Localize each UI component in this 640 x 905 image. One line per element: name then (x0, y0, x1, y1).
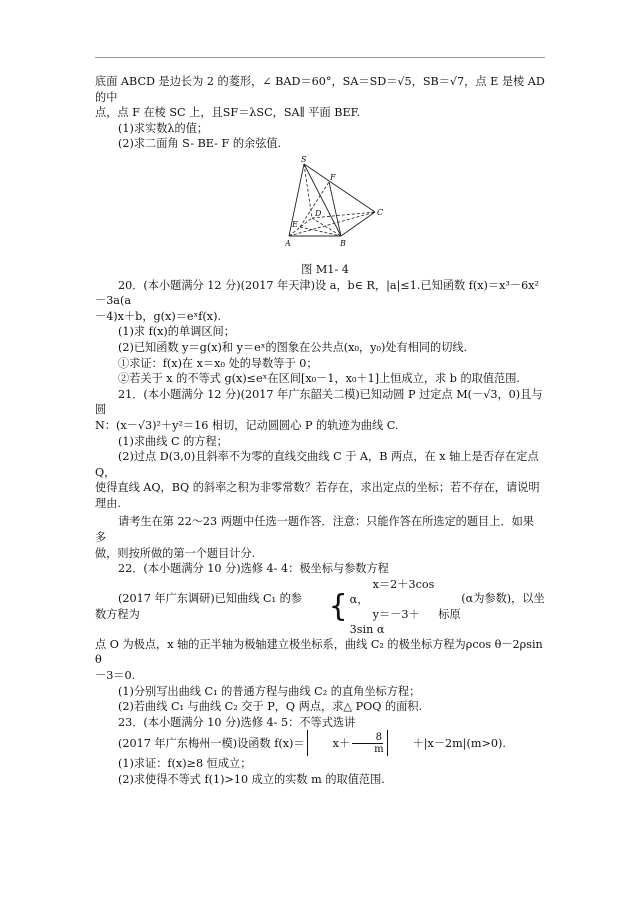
problem22-line2: 点 O 为极点，x 轴的正半轴为极轴建立极坐标系，曲线 C₂ 的极坐标方程为ρcos θ－2ρsin θ (95, 637, 543, 667)
problem22-tail: (α为参数)，以坐标原 (438, 592, 545, 621)
problem23-lead: (2017 年广东梅州一模)设函数 f(x)＝ (118, 736, 305, 750)
problem23-function-line (95, 730, 545, 756)
problem22-question1: (1)分别写出曲线 C₁ 的普通方程与曲线 C₂ 的直角坐标方程； (118, 684, 421, 698)
problem21-line1: 21．(本小题满分 12 分)(2017 年广东韶关二模)已知动圆 P 过定点 M(－√3，0)且与圆 (95, 387, 543, 417)
problem19-intro-line1: 底面 ABCD 是边长为 2 的菱形，∠ BAD＝60°，SA＝SD＝√5，SB＝√7，点 E 是棱 AD 的中 (95, 75, 545, 104)
fraction-denominator: m (374, 743, 384, 755)
problem20-question1: (1)求 f(x)的单调区间； (118, 325, 235, 339)
vertex-A: A (285, 238, 291, 248)
problem22-question2: (2)若曲线 C₁ 与曲线 C₂ 交于 P，Q 两点，求△ POQ 的面积. (118, 700, 423, 714)
fraction-8-over-m (351, 732, 383, 755)
notice-line2: 做，则按所做的第一个题目计分. (95, 546, 256, 560)
vertex-B: B (340, 238, 346, 248)
edge-AC (289, 212, 375, 236)
problem19-intro-line2: 点，点 F 在棱 SC 上，且SF＝λSC，SA∥ 平面 BEF. (95, 106, 361, 120)
problem23-question2: (2)求使得不等式 f(1)>10 成立的实数 m 的取值范围. (118, 773, 385, 786)
fraction-numerator: 8 (352, 732, 383, 744)
pyramid-diagram (285, 156, 395, 256)
header-rule (95, 57, 545, 58)
problem20-line2: －4)x＋b，g(x)＝eˣf(x). (95, 309, 222, 323)
param-eq-y: y＝－3＋3sin α (349, 607, 420, 636)
problem22-header: 22．(本小题满分 10 分)选修 4- 4：极坐标与参数方程 (118, 562, 389, 576)
vertex-F: F (330, 172, 336, 182)
pyramid-figure (95, 156, 545, 260)
document-body (95, 74, 545, 788)
problem21-question2-line2: 使得直线 AQ，BQ 的斜率之积为非零常数？若存在，求出定点的坐标；若不存在，请说明 (95, 481, 540, 495)
problem20-question2a: ①求证：f(x)在 x＝x₀ 处的导数等于 0； (118, 356, 318, 370)
param-eq-x: x＝2＋3cos α， (349, 577, 435, 606)
problem21-line2: N：(x－√3)²＋y²＝16 相切，记动圆圆心 P 的轨迹为曲线 C. (95, 418, 399, 432)
problem21-question2-line3: 理由. (95, 496, 121, 510)
problem22-lead: (2017 年广东调研)已知曲线 C₁ 的参数方程为 (95, 592, 302, 621)
edge-DC (312, 212, 375, 218)
edge-FB (329, 182, 341, 236)
problem23-header: 23．(本小题满分 10 分)选修 4- 5：不等式选讲 (118, 715, 356, 729)
abs-bar-right (387, 730, 388, 756)
notice-line1: 请考生在第 22～23 两题中任选一题作答．注意：只能作答在所选定的题目上．如果多 (95, 515, 534, 545)
problem20-line1: 20．(本小题满分 12 分)(2017 年天津)设 a，b∈ R，|a|≤1.已知函数 f(x)＝x³－6x²－3a(a (95, 278, 539, 308)
param-system (350, 577, 439, 637)
left-brace-icon: { (328, 588, 348, 624)
problem20-question2: (2)已知函数 y＝g(x)和 y＝eˣ的图象在公共点(x₀，y₀)处有相同的切线. (118, 340, 468, 354)
problem19-question2: (2)求二面角 S- BE- F 的余弦值. (118, 137, 282, 151)
problem22-line3: －3＝0. (95, 669, 136, 683)
abs-bar-left (307, 730, 308, 756)
problem19-question1: (1)求实数λ的值； (118, 121, 209, 135)
abs-inner: x＋ (332, 736, 351, 750)
vertex-C: C (377, 207, 384, 217)
vertex-D: D (315, 208, 322, 218)
figure-caption: 图 M1- 4 (301, 262, 349, 276)
problem23-question1: (1)求证：f(x)≥8 恒成立； (118, 757, 252, 771)
problem20-question2b: ②若关于 x 的不等式 g(x)≤eˣ在区间[x₀－1，x₀＋1]上恒成立，求 b 的取值范围. (118, 372, 520, 386)
vertex-S: S (301, 155, 307, 164)
problem23-tail: ＋|x－2m|(m>0). (412, 736, 506, 750)
problem22-param-line (95, 577, 545, 637)
problem21-question2-line1: (2)过点 D(3,0)且斜率不为零的直线交曲线 C 于 A，B 两点，在 x 轴上是否存在定点 Q， (95, 450, 539, 479)
vertex-E: E (292, 219, 298, 229)
problem21-question1: (1)求曲线 C 的方程； (118, 434, 228, 448)
edge-BC (341, 212, 375, 236)
